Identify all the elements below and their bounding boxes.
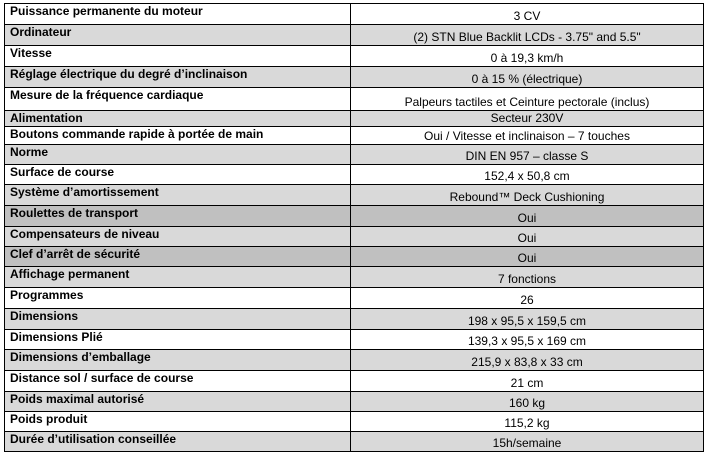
table-row <box>5 309 704 330</box>
table-row <box>5 247 704 267</box>
spec-value: Palpeurs tactiles et Ceinture pectorale (inclus) <box>351 88 704 111</box>
table-row <box>5 165 704 185</box>
spec-label: Programmes <box>5 288 351 309</box>
spec-value: 139,3 x 95,5 x 169 cm <box>351 330 704 350</box>
spec-label: Poids maximal autorisé <box>5 392 351 412</box>
table-row <box>5 111 704 127</box>
table-row <box>5 4 704 25</box>
spec-label: Puissance permanente du moteur <box>5 4 351 25</box>
spec-label: Affichage permanent <box>5 267 351 288</box>
spec-label: Compensateurs de niveau <box>5 227 351 247</box>
table-row <box>5 350 704 371</box>
table-row <box>5 392 704 412</box>
spec-label: Vitesse <box>5 46 351 67</box>
spec-table-body <box>5 4 704 452</box>
table-row <box>5 412 704 432</box>
spec-label: Alimentation <box>5 111 351 127</box>
table-row <box>5 330 704 350</box>
spec-label: Clef d’arrêt de sécurité <box>5 247 351 267</box>
spec-value: 21 cm <box>351 371 704 392</box>
spec-value: Secteur 230V <box>351 111 704 127</box>
spec-label: Mesure de la fréquence cardiaque <box>5 88 351 111</box>
spec-value: Oui <box>351 247 704 267</box>
spec-label: Norme <box>5 145 351 165</box>
spec-value: 0 à 19,3 km/h <box>351 46 704 67</box>
table-row <box>5 145 704 165</box>
spec-value: 152,4 x 50,8 cm <box>351 165 704 185</box>
table-row <box>5 206 704 227</box>
spec-value: 115,2 kg <box>351 412 704 432</box>
spec-value: (2) STN Blue Backlit LCDs - 3.75" and 5.5" <box>351 25 704 46</box>
spec-label: Ordinateur <box>5 25 351 46</box>
spec-value: Oui <box>351 227 704 247</box>
spec-label: Distance sol / surface de course <box>5 371 351 392</box>
spec-value: 160 kg <box>351 392 704 412</box>
spec-label: Dimensions Plié <box>5 330 351 350</box>
table-row <box>5 185 704 206</box>
table-row <box>5 88 704 111</box>
spec-value: 198 x 95,5 x 159,5 cm <box>351 309 704 330</box>
spec-value: Oui <box>351 206 704 227</box>
spec-value: 215,9 x 83,8 x 33 cm <box>351 350 704 371</box>
table-row <box>5 25 704 46</box>
table-row <box>5 67 704 88</box>
table-row <box>5 267 704 288</box>
spec-label: Roulettes de transport <box>5 206 351 227</box>
spec-value: 26 <box>351 288 704 309</box>
spec-label: Durée d’utilisation conseillée <box>5 432 351 452</box>
spec-table <box>4 3 704 452</box>
spec-label: Boutons commande rapide à portée de main <box>5 127 351 145</box>
spec-label: Dimensions <box>5 309 351 330</box>
table-row <box>5 127 704 145</box>
table-row <box>5 432 704 452</box>
spec-value: 7 fonctions <box>351 267 704 288</box>
spec-label: Poids produit <box>5 412 351 432</box>
spec-value: 0 à 15 % (électrique) <box>351 67 704 88</box>
table-row <box>5 371 704 392</box>
spec-label: Surface de course <box>5 165 351 185</box>
table-row <box>5 288 704 309</box>
spec-value: 15h/semaine <box>351 432 704 452</box>
spec-value: 3 CV <box>351 4 704 25</box>
spec-value: Rebound™ Deck Cushioning <box>351 185 704 206</box>
spec-value: DIN EN 957 – classe S <box>351 145 704 165</box>
table-row <box>5 46 704 67</box>
spec-value: Oui / Vitesse et inclinaison – 7 touches <box>351 127 704 145</box>
spec-label: Système d’amortissement <box>5 185 351 206</box>
spec-label: Dimensions d’emballage <box>5 350 351 371</box>
table-row <box>5 227 704 247</box>
spec-label: Réglage électrique du degré d’inclinaison <box>5 67 351 88</box>
